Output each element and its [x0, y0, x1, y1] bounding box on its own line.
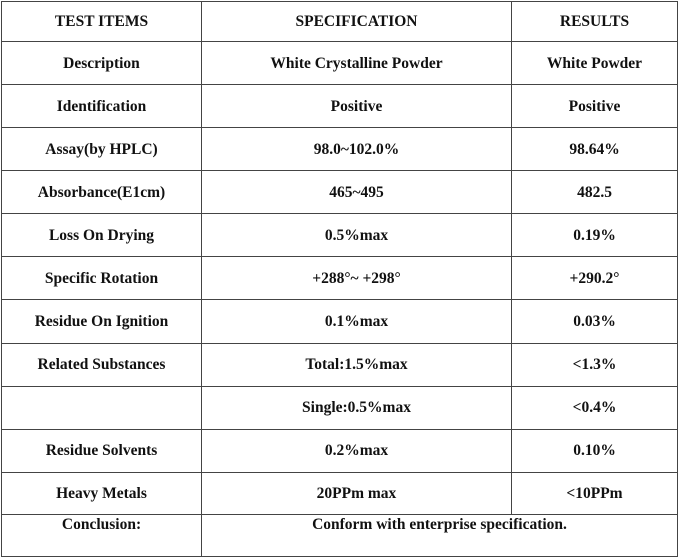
table-header-row: [2, 2, 678, 42]
test-item-cell: Absorbance(E1cm): [2, 171, 202, 214]
table-row: [2, 300, 678, 343]
specification-cell: 0.2%max: [202, 429, 512, 472]
header-test-items: TEST ITEMS: [2, 2, 202, 42]
result-cell: 0.10%: [512, 429, 678, 472]
test-item-cell: Identification: [2, 85, 202, 128]
result-cell: White Powder: [512, 42, 678, 85]
table-row: [2, 214, 678, 257]
test-item-cell: Loss On Drying: [2, 214, 202, 257]
result-cell: <10PPm: [512, 472, 678, 514]
specification-cell: Total:1.5%max: [202, 343, 512, 386]
test-item-cell: [2, 386, 202, 429]
table-row: [2, 85, 678, 128]
specification-cell: 20PPm max: [202, 472, 512, 514]
specification-cell: 465~495: [202, 171, 512, 214]
conclusion-text: Conform with enterprise specification.: [202, 514, 678, 556]
result-cell: <0.4%: [512, 386, 678, 429]
result-cell: 98.64%: [512, 128, 678, 171]
specification-cell: 0.5%max: [202, 214, 512, 257]
table-row: [2, 128, 678, 171]
test-item-cell: Heavy Metals: [2, 472, 202, 514]
conclusion-label: Conclusion:: [2, 514, 202, 556]
table-row: [2, 171, 678, 214]
result-cell: +290.2°: [512, 257, 678, 300]
header-results: RESULTS: [512, 2, 678, 42]
table-row: [2, 42, 678, 85]
result-cell: <1.3%: [512, 343, 678, 386]
table-row: [2, 343, 678, 386]
specification-cell: 98.0~102.0%: [202, 128, 512, 171]
test-item-cell: Description: [2, 42, 202, 85]
test-results-table: [1, 1, 678, 557]
specification-cell: +288°~ +298°: [202, 257, 512, 300]
table-row: [2, 386, 678, 429]
header-specification: SPECIFICATION: [202, 2, 512, 42]
specification-cell: 0.1%max: [202, 300, 512, 343]
conclusion-row: [2, 514, 678, 556]
test-item-cell: Assay(by HPLC): [2, 128, 202, 171]
table-row: [2, 257, 678, 300]
test-item-cell: Residue Solvents: [2, 429, 202, 472]
test-item-cell: Related Substances: [2, 343, 202, 386]
specification-cell: Positive: [202, 85, 512, 128]
table-row: [2, 472, 678, 514]
result-cell: 482.5: [512, 171, 678, 214]
table-row: [2, 429, 678, 472]
test-item-cell: Specific Rotation: [2, 257, 202, 300]
test-item-cell: Residue On Ignition: [2, 300, 202, 343]
result-cell: Positive: [512, 85, 678, 128]
specification-cell: White Crystalline Powder: [202, 42, 512, 85]
result-cell: 0.03%: [512, 300, 678, 343]
result-cell: 0.19%: [512, 214, 678, 257]
specification-cell: Single:0.5%max: [202, 386, 512, 429]
